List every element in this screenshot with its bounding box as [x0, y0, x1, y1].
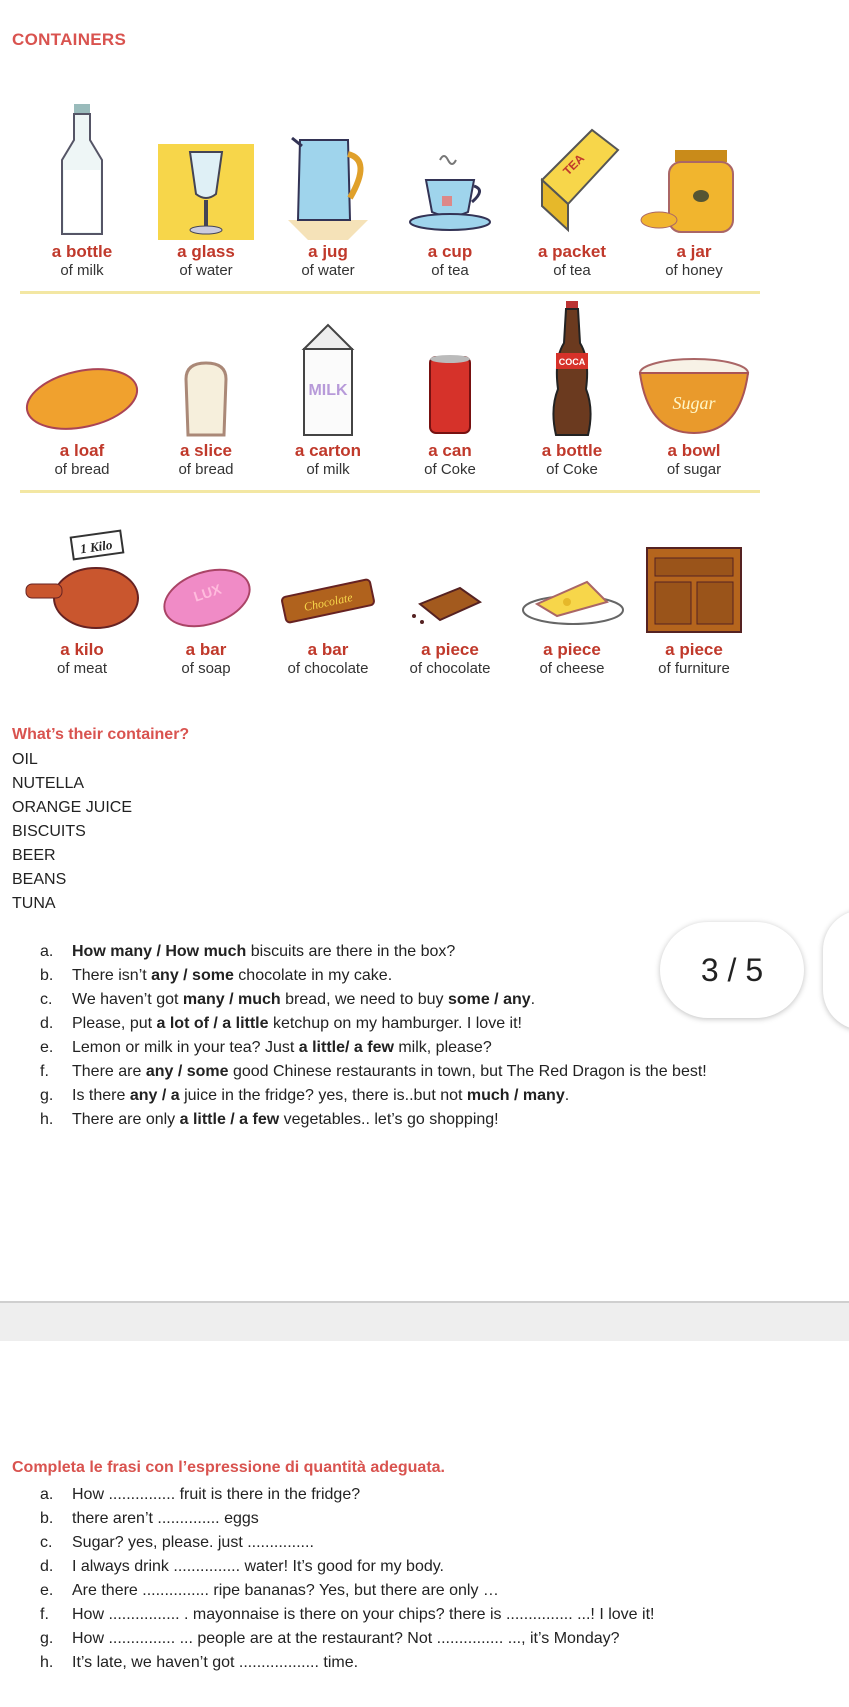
- exercise-item: [40, 1084, 760, 1108]
- container-item: [634, 289, 754, 478]
- honey-jar-icon: [639, 140, 749, 240]
- exercise-marker: f.: [40, 1606, 49, 1623]
- chocolate-piece-icon: [400, 558, 500, 638]
- list-item: NUTELLA: [12, 775, 85, 792]
- list-item: BISCUITS: [12, 823, 86, 840]
- exercise-fragment: biscuits are there in the box?: [246, 943, 456, 960]
- page-separator: [0, 1301, 849, 1343]
- exercise-fragment: We haven’t got: [72, 991, 183, 1008]
- exercise-marker: b.: [40, 967, 54, 984]
- container-item: [22, 90, 142, 279]
- exercise-item: [40, 940, 760, 964]
- exercise-marker: g.: [40, 1630, 54, 1647]
- exercise-choice: some / any: [447, 991, 531, 1008]
- chocolate-bar-icon: [273, 548, 383, 638]
- exercise-fragment: juice in the fridge? yes, there is..but not: [179, 1087, 467, 1104]
- list-item: BEER: [12, 847, 56, 864]
- item-label: a slice: [180, 441, 232, 460]
- exercise-fragment: milk, please?: [393, 1039, 492, 1056]
- container-item: [22, 488, 142, 677]
- tea-cup-icon: [400, 150, 500, 240]
- exercise-item: [40, 1483, 760, 1507]
- page-counter: 3 / 5: [660, 922, 804, 1018]
- exercise-list: [40, 940, 760, 1132]
- item-sub-label: of chocolate: [287, 660, 369, 677]
- exercise-fragment: chocolate in my cake.: [233, 967, 393, 984]
- item-sub-label: of furniture: [658, 660, 730, 677]
- sugar-bowl-icon: [634, 349, 754, 439]
- list-item: TUNA: [12, 895, 56, 912]
- coke-can-icon: [420, 349, 480, 439]
- item-sub-label: of honey: [665, 262, 723, 279]
- container-item: [512, 488, 632, 677]
- exercise-marker: g.: [40, 1087, 54, 1104]
- item-label: a kilo: [60, 640, 104, 659]
- item-label: a bowl: [667, 441, 721, 460]
- milk-carton-icon: [288, 319, 368, 439]
- bowl-text: Sugar: [672, 393, 716, 413]
- exercise-choice: any / a: [129, 1087, 180, 1104]
- furniture-icon: [639, 538, 749, 638]
- exercise-item: [40, 1627, 760, 1651]
- container-item: [390, 488, 510, 677]
- item-label: a bottle: [51, 242, 113, 261]
- exercise-marker: c.: [40, 991, 53, 1008]
- exercise-text: [72, 964, 392, 988]
- container-item: [512, 90, 632, 279]
- exercise-marker: e.: [40, 1582, 54, 1599]
- grid-row-2: [20, 289, 760, 488]
- exercise-item: [40, 1531, 760, 1555]
- item-sub-label: of sugar: [666, 461, 722, 478]
- exercise-text: How ................ . mayonnaise is there on your chips? there is ............... ...! I love it!: [72, 1606, 655, 1623]
- soap-text: LUX: [191, 580, 224, 605]
- exercise-item: [40, 1555, 760, 1579]
- meat-icon: [22, 528, 142, 638]
- exercise-choice: many / much: [182, 991, 281, 1008]
- exercise-marker: d.: [40, 1015, 54, 1032]
- exercise-choice: a little / a few: [179, 1111, 280, 1128]
- item-sub-label: of bread: [178, 461, 234, 478]
- item-sub-label: of water: [301, 262, 355, 279]
- tea-packet-icon: [522, 120, 622, 240]
- container-item: [390, 289, 510, 478]
- item-sub-label: of tea: [431, 262, 469, 279]
- container-item: [634, 488, 754, 677]
- exercise-fragment: Please, put: [72, 1015, 157, 1032]
- exercise-marker: c.: [40, 1534, 53, 1551]
- exercise-item: [40, 964, 760, 988]
- chocolate-wrapper-text: Chocolate: [302, 590, 354, 614]
- exercise-text: It’s late, we haven’t got .................. time.: [72, 1654, 359, 1671]
- item-label: a packet: [537, 242, 607, 261]
- exercise-item: [40, 1507, 760, 1531]
- item-sub-label: of milk: [60, 262, 104, 279]
- item-label: a carton: [294, 441, 362, 460]
- container-item: [268, 488, 388, 677]
- section-heading: What’s their container?: [12, 726, 190, 743]
- item-label: a piece: [421, 640, 479, 659]
- exercise-fragment: There are only: [72, 1111, 180, 1128]
- exercise-fragment: good Chinese restaurants in town, but The Red Dragon is the best!: [228, 1063, 707, 1080]
- item-sub-label: of milk: [306, 461, 350, 478]
- container-item: [146, 90, 266, 279]
- item-label: a bar: [307, 640, 349, 659]
- grid-row-3: [20, 488, 760, 687]
- glass-icon: [158, 144, 254, 240]
- worksheet-page-2: [0, 1341, 849, 1707]
- container-item: [512, 289, 632, 478]
- container-item: [634, 90, 754, 279]
- exercise-fragment: .: [530, 991, 536, 1008]
- exercise-marker: f.: [40, 1063, 49, 1080]
- item-sub-label: of cheese: [539, 660, 605, 677]
- exercise-fragment: .: [564, 1087, 570, 1104]
- bread-loaf-icon: [22, 359, 142, 439]
- exercise-item: [40, 1012, 760, 1036]
- divider: [20, 490, 760, 493]
- grid-row-1: [20, 90, 760, 289]
- page-title: CONTAINERS: [12, 30, 127, 49]
- exercise-marker: e.: [40, 1039, 54, 1056]
- soap-icon: [151, 538, 261, 638]
- milk-bottle-icon: [52, 100, 112, 240]
- exercise-fragment: ketchup on my hamburger. I love it!: [268, 1015, 522, 1032]
- bread-slice-icon: [176, 359, 236, 439]
- exercise-text: there aren’t .............. eggs: [72, 1510, 259, 1527]
- exercise-item: [40, 1603, 760, 1627]
- containers-grid: [20, 90, 760, 687]
- kilo-tag-text: 1 Kilo: [79, 536, 114, 557]
- exercise-choice: any / some: [145, 1063, 229, 1080]
- list-item: ORANGE JUICE: [12, 799, 133, 816]
- exercise-choice: any / some: [151, 967, 234, 984]
- list-item: BEANS: [12, 871, 67, 888]
- exercise-text: I always drink ............... water! It’s good for my body.: [72, 1558, 444, 1575]
- exercise-marker: b.: [40, 1510, 54, 1527]
- exercise-choice: a lot of / a little: [156, 1015, 269, 1032]
- exercise-item: [40, 1651, 760, 1675]
- item-label: a bottle: [541, 441, 603, 460]
- item-label: a piece: [543, 640, 601, 659]
- exercise-text: [72, 1060, 707, 1084]
- exercise-fragment: bread, we need to buy: [280, 991, 448, 1008]
- container-item: [22, 289, 142, 478]
- jug-icon: [278, 120, 378, 240]
- item-label: a bar: [185, 640, 227, 659]
- exercise-text: Are there ............... ripe bananas? Yes, but there are only …: [72, 1582, 499, 1599]
- exercise-text: How ............... ... people are at the restaurant? Not ............... ..., it’s Monday?: [72, 1630, 620, 1647]
- exercise-marker: d.: [40, 1558, 54, 1575]
- exercise-fragment: vegetables.. let’s go shopping!: [279, 1111, 499, 1128]
- exercise-text: [72, 1036, 492, 1060]
- container-item: [146, 289, 266, 478]
- item-sub-label: of water: [179, 262, 233, 279]
- exercise-choice: much / many: [466, 1087, 565, 1104]
- exercise-text: How ............... fruit is there in the fridge?: [72, 1486, 361, 1503]
- exercise-fragment: Is there: [72, 1087, 130, 1104]
- item-label: a can: [428, 441, 472, 460]
- coke-label-text: COCA: [558, 357, 586, 367]
- exercise-marker: h.: [40, 1654, 54, 1671]
- item-sub-label: of meat: [56, 660, 108, 677]
- container-item: [390, 90, 510, 279]
- exercise-choice: How many / How much: [72, 943, 247, 960]
- exercise-text: Sugar? yes, please. just ...............: [72, 1534, 314, 1551]
- exercise-text: [72, 1108, 499, 1132]
- exercise-text: [72, 940, 455, 964]
- item-label: a jar: [676, 242, 712, 261]
- container-item: [268, 90, 388, 279]
- exercise-text: [72, 1084, 569, 1108]
- coke-bottle-icon: [542, 299, 602, 439]
- item-label: a jug: [308, 242, 348, 261]
- exercise-item: [40, 1060, 760, 1084]
- item-label: a piece: [665, 640, 723, 659]
- item-sub-label: of bread: [54, 461, 110, 478]
- container-item: [146, 488, 266, 677]
- list-item: OIL: [12, 751, 38, 768]
- exercise-item: [40, 1108, 760, 1132]
- divider: [20, 291, 760, 294]
- item-label: a cup: [427, 242, 473, 261]
- carton-text: MILK: [308, 382, 348, 399]
- exercise-choice: a little/ a few: [298, 1039, 394, 1056]
- exercise-fragment: There isn’t: [72, 967, 152, 984]
- food-list: [12, 748, 132, 916]
- item-sub-label: of tea: [553, 262, 591, 279]
- item-label: a loaf: [59, 441, 105, 460]
- section-heading: Completa le frasi con l’espressione di quantità adeguata.: [12, 1459, 445, 1476]
- exercise-fragment: There are: [72, 1063, 146, 1080]
- exercise-marker: a.: [40, 1486, 54, 1503]
- exercise-item: [40, 988, 760, 1012]
- item-sub-label: of soap: [181, 660, 231, 677]
- exercise-marker: a.: [40, 943, 54, 960]
- exercise-list: [40, 1483, 760, 1675]
- item-sub-label: of chocolate: [409, 660, 491, 677]
- exercise-item: [40, 1036, 760, 1060]
- exercise-item: [40, 1579, 760, 1603]
- exercise-fragment: Lemon or milk in your tea? Just: [72, 1039, 299, 1056]
- tea-packet-text: TEA: [560, 151, 588, 179]
- item-sub-label: of Coke: [424, 461, 476, 478]
- item-sub-label: of Coke: [546, 461, 598, 478]
- item-label: a glass: [177, 242, 235, 261]
- cheese-icon: [517, 558, 627, 638]
- container-item: [268, 289, 388, 478]
- exercise-text: [72, 1012, 522, 1036]
- exercise-text: [72, 988, 535, 1012]
- exercise-marker: h.: [40, 1111, 54, 1128]
